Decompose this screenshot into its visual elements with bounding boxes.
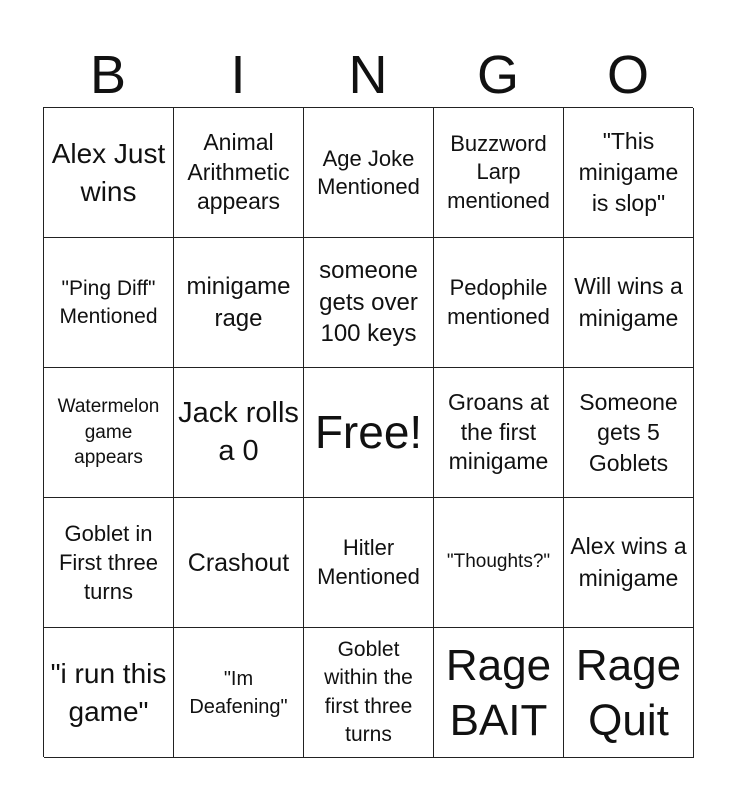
bingo-cell-label: Pedophile mentioned <box>447 274 550 329</box>
header-letter-n: N <box>348 45 388 105</box>
bingo-cell[interactable] <box>174 238 304 368</box>
bingo-cell[interactable] <box>434 108 564 238</box>
bingo-cell[interactable] <box>434 498 564 628</box>
bingo-cell-label: Rage Quit <box>575 640 682 745</box>
bingo-cell[interactable] <box>304 108 434 238</box>
bingo-cell[interactable] <box>174 628 304 758</box>
bingo-cell[interactable] <box>434 368 564 498</box>
bingo-cell[interactable] <box>44 628 174 758</box>
header-letter-g: G <box>476 45 519 105</box>
header-letter-o: O <box>606 45 649 105</box>
bingo-cell-label: Alex wins a minigame <box>570 532 687 591</box>
free-space-label: Free! <box>314 405 423 458</box>
bingo-cell-label: Alex Just wins <box>51 137 166 207</box>
bingo-cell-label: "i run this game" <box>50 657 167 727</box>
bingo-cell[interactable] <box>44 108 174 238</box>
bingo-cell-label: Jack rolls a 0 <box>178 396 299 467</box>
bingo-cell-label: Crashout <box>187 548 290 577</box>
bingo-cell-label: Animal Arithmetic appears <box>187 128 290 215</box>
bingo-cell-label: "Thoughts?" <box>446 551 551 573</box>
bingo-cell-label: "Im Deafening" <box>189 667 288 718</box>
bingo-header <box>43 44 693 106</box>
bingo-cell[interactable] <box>434 628 564 758</box>
bingo-cell-label: "This minigame is slop" <box>578 127 679 217</box>
bingo-cell-label: Hitler Mentioned <box>317 534 420 589</box>
bingo-cell[interactable] <box>564 368 694 498</box>
bingo-board <box>43 107 693 757</box>
bingo-cell-label: Groans at the first minigame <box>448 388 549 475</box>
header-letter-b: B <box>89 45 127 105</box>
bingo-cell[interactable] <box>564 108 694 238</box>
bingo-cell[interactable] <box>304 498 434 628</box>
bingo-cell-label: "Ping Diff" Mentioned <box>59 277 158 328</box>
bingo-cell[interactable] <box>304 368 434 498</box>
bingo-cell[interactable] <box>304 628 434 758</box>
bingo-cell[interactable] <box>434 238 564 368</box>
bingo-cell[interactable] <box>304 238 434 368</box>
bingo-cell[interactable] <box>174 368 304 498</box>
bingo-cell-label: Rage BAIT <box>445 640 552 745</box>
bingo-cell[interactable] <box>44 498 174 628</box>
bingo-cell-label: someone gets over 100 keys <box>319 256 418 348</box>
bingo-cell-label: Will wins a minigame <box>574 272 683 331</box>
bingo-cell-label: Age Joke Mentioned <box>317 146 420 199</box>
bingo-cell[interactable] <box>564 498 694 628</box>
bingo-cell-label: Buzzword Larp mentioned <box>447 130 550 213</box>
bingo-cell[interactable] <box>44 238 174 368</box>
bingo-cell[interactable] <box>44 368 174 498</box>
bingo-cell-label: Someone gets 5 Goblets <box>579 388 678 476</box>
bingo-cell[interactable] <box>564 238 694 368</box>
bingo-cell[interactable] <box>174 108 304 238</box>
bingo-cell[interactable] <box>564 628 694 758</box>
bingo-cell[interactable] <box>174 498 304 628</box>
bingo-cell-label: minigame rage <box>186 273 291 332</box>
bingo-cell-label: Goblet in First three turns <box>58 520 159 605</box>
header-letter-i: I <box>230 45 246 105</box>
bingo-cell-label: Goblet within the first three turns <box>324 637 413 746</box>
bingo-cell-label: Watermelon game appears <box>57 396 160 469</box>
